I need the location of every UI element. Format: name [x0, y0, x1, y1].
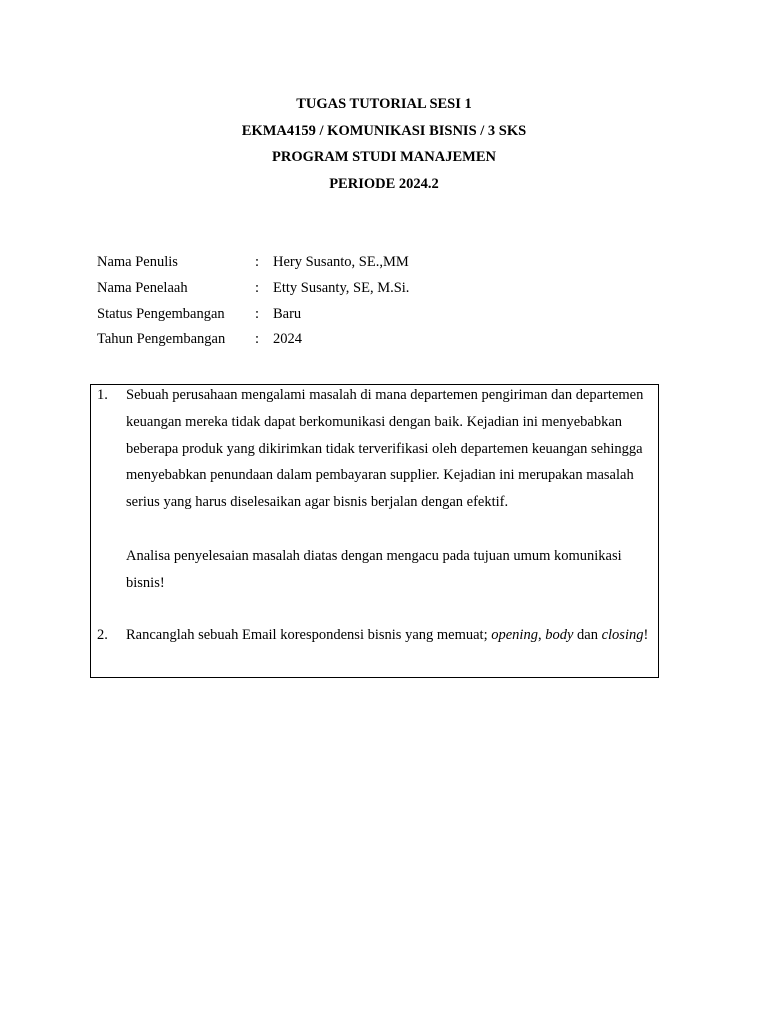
- meta-label: Nama Penelaah: [97, 279, 188, 296]
- question-text: [126, 622, 654, 649]
- question-body: [126, 622, 654, 649]
- question-paragraph: Sebuah perusahaan mengalami masalah di mana departemen pengiriman dan departemen keuangan mereka tidak dapat berkomunikasi dengan baik. Kejadian ini menyebabkan beberapa produk yang dikirimkan tidak terverifikasi oleh departemen keuangan sehingga menyebabkan penundaan dalam pembayaran supplier. Kejadian ini merupakan masalah serius yang harus diselesaikan agar bisnis berjalan dengan efektif.: [126, 387, 644, 511]
- question-body: [126, 382, 654, 596]
- header-title: TUGAS TUTORIAL SESI 1: [296, 96, 472, 112]
- emphasis-body: body: [545, 627, 574, 643]
- meta-colon: :: [255, 331, 260, 348]
- author-info: [97, 250, 409, 353]
- text-segment: dan: [573, 627, 602, 643]
- meta-label: Status Pengembangan: [97, 305, 225, 322]
- document-header: [0, 91, 768, 197]
- text-segment: !: [643, 627, 649, 643]
- meta-row-status: [97, 302, 409, 328]
- meta-colon: :: [255, 279, 260, 296]
- questions-box: [90, 384, 659, 678]
- meta-colon: :: [255, 305, 260, 322]
- text-segment: ,: [537, 627, 546, 643]
- meta-row-penulis: [97, 250, 409, 276]
- emphasis-closing: closing: [601, 627, 644, 643]
- header-program: PROGRAM STUDI MANAJEMEN: [272, 149, 496, 165]
- meta-value: Hery Susanto, SE.,MM: [273, 254, 409, 270]
- meta-label: Nama Penulis: [97, 254, 178, 270]
- header-period: PERIODE 2024.2: [329, 175, 439, 192]
- meta-label: Tahun Pengembangan: [97, 331, 226, 348]
- question-number: 1.: [97, 387, 108, 403]
- header-course: EKMA4159 / KOMUNIKASI BISNIS / 3 SKS: [241, 122, 527, 139]
- meta-row-penelaah: [97, 276, 409, 302]
- text-segment: Rancanglah sebuah Email korespondensi bisnis yang memuat;: [126, 627, 492, 643]
- meta-row-tahun: [97, 327, 409, 353]
- meta-value: Baru: [273, 305, 302, 322]
- emphasis-opening: opening: [491, 627, 538, 643]
- question-instruction: Analisa penyelesaian masalah diatas dengan mengacu pada tujuan umum komunikasi bisnis!: [126, 547, 622, 591]
- meta-value: Etty Susanty, SE, M.Si.: [273, 279, 410, 296]
- meta-value: 2024: [273, 331, 302, 348]
- paragraph-gap: [126, 516, 654, 543]
- question-number: 2.: [97, 627, 108, 643]
- meta-colon: :: [255, 254, 260, 270]
